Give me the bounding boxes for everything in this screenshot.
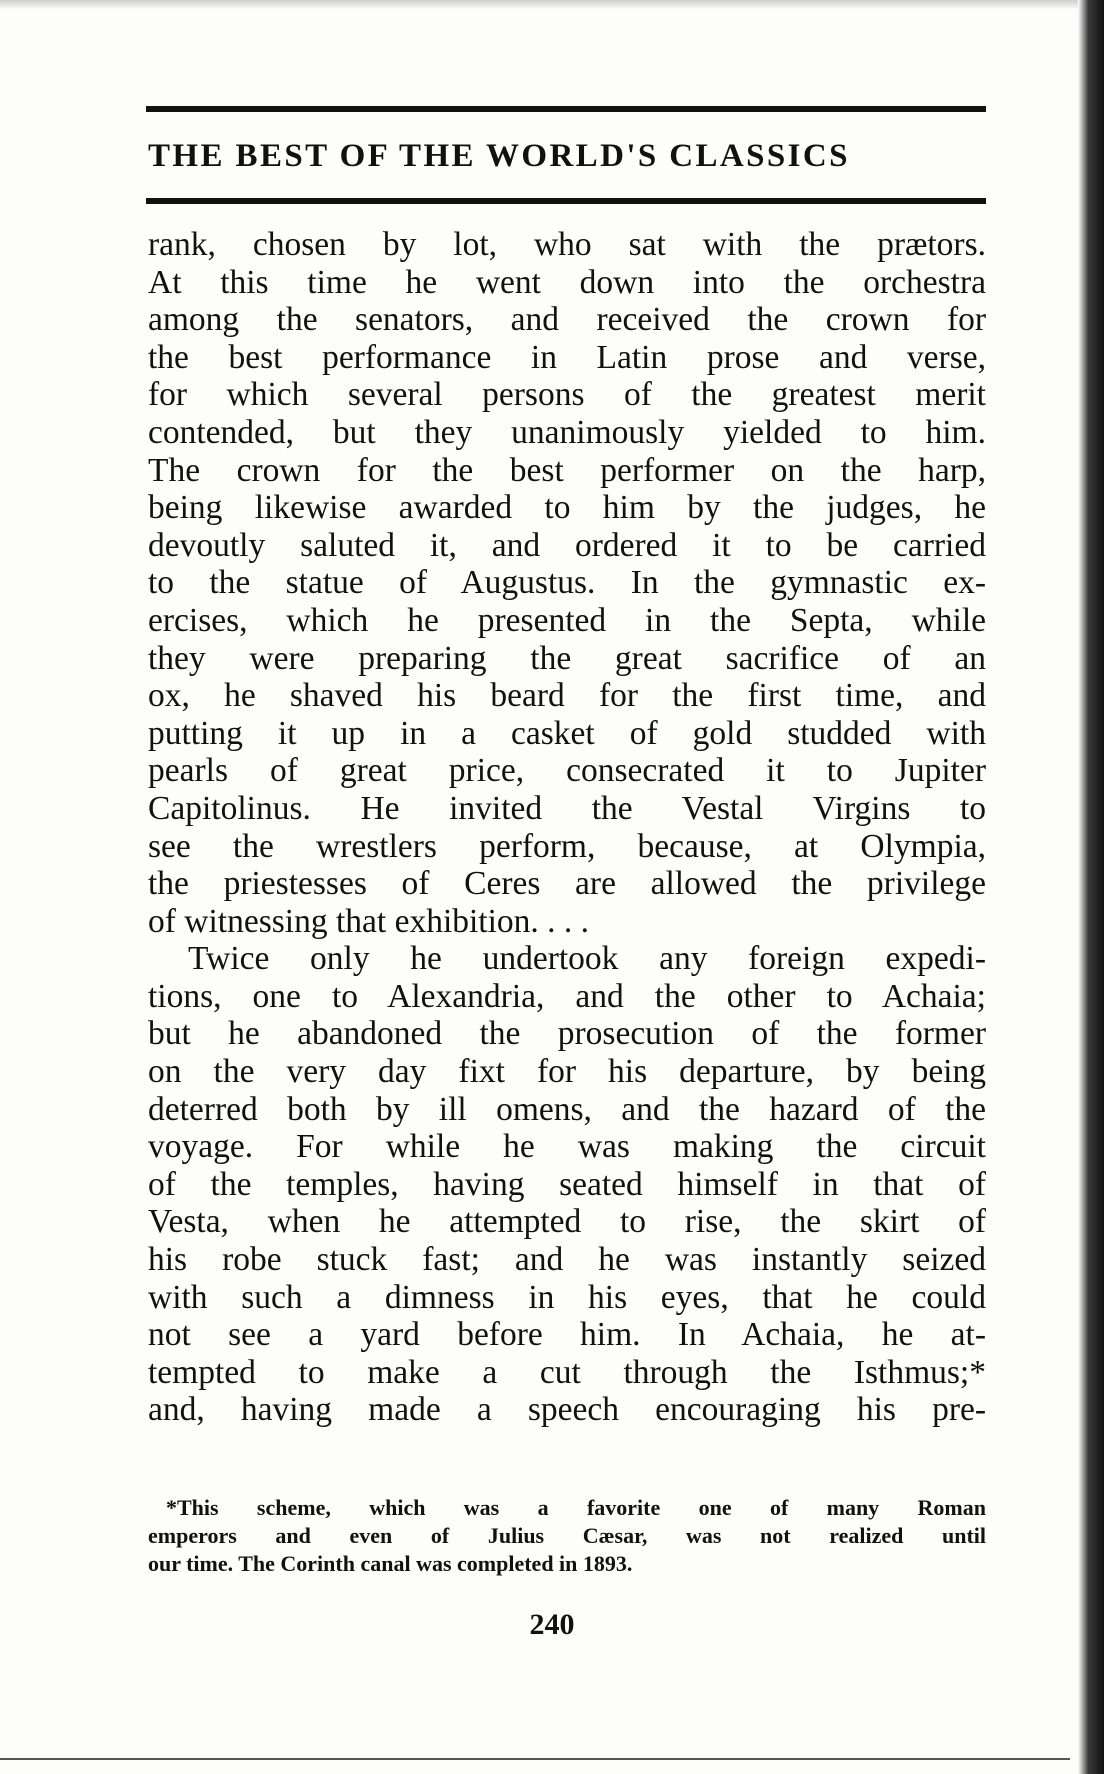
- body-line: the best performance in Latin prose and verse,: [148, 338, 986, 376]
- body-line: rank, chosen by lot, who sat with the prætors.: [148, 226, 986, 263]
- body-line: ox, he shaved his beard for the first time, and: [148, 677, 986, 715]
- page-binding-shadow: [1078, 0, 1104, 1774]
- footnote-line: emperors and even of Julius Cæsar, was not realized until: [148, 1523, 986, 1548]
- footnote-line: our time. The Corinth canal was completed in 1893.: [148, 1551, 633, 1576]
- body-line: The crown for the best performer on the harp,: [148, 451, 986, 489]
- page-top-edge: [0, 0, 1104, 10]
- body-line: deterred both by ill omens, and the hazard of the: [148, 1090, 986, 1128]
- body-line: tions, one to Alexandria, and the other to Achaia;: [148, 977, 986, 1015]
- body-line: Vesta, when he attempted to rise, the skirt of: [148, 1203, 986, 1241]
- body-line: his robe stuck fast; and he was instantly seized: [148, 1241, 986, 1279]
- footnote: [148, 1494, 986, 1578]
- body-line: ercises, which he presented in the Septa, while: [148, 601, 986, 639]
- running-header: THE BEST OF THE WORLD'S CLASSICS: [148, 138, 850, 174]
- body-line: contended, but they unanimously yielded to him.: [148, 413, 986, 451]
- body-line: to the statue of Augustus. In the gymnastic ex-: [148, 564, 986, 602]
- footnote-line: *This scheme, which was a favorite one of many Roman: [166, 1495, 986, 1520]
- header-rule-top: [146, 106, 986, 112]
- page-number: 240: [529, 1608, 575, 1641]
- body-line: not see a yard before him. In Achaia, he at-: [148, 1316, 986, 1354]
- body-line: but he abandoned the prosecution of the former: [148, 1015, 986, 1053]
- body-line: for which several persons of the greatest merit: [148, 376, 986, 414]
- body-line: with such a dimness in his eyes, that he could: [148, 1278, 986, 1316]
- body-line: of witnessing that exhibition. . . .: [148, 902, 590, 940]
- header-rule-bottom: [146, 198, 986, 204]
- body-text: [148, 226, 986, 1429]
- page-bottom-edge: [0, 1758, 1070, 1760]
- body-line: of the temples, having seated himself in that of: [148, 1165, 986, 1203]
- body-line: and, having made a speech encouraging his pre-: [148, 1391, 986, 1429]
- body-line: being likewise awarded to him by the judges, he: [148, 489, 986, 527]
- body-line: on the very day fixt for his departure, by being: [148, 1053, 986, 1091]
- body-line: voyage. For while he was making the circuit: [148, 1128, 986, 1166]
- body-line: At this time he went down into the orchestra: [148, 263, 986, 301]
- body-line: tempted to make a cut through the Isthmus;*: [148, 1353, 986, 1391]
- body-line: they were preparing the great sacrifice of an: [148, 639, 986, 677]
- body-line: see the wrestlers perform, because, at Olympia,: [148, 827, 986, 865]
- body-line: pearls of great price, consecrated it to Jupiter: [148, 752, 986, 790]
- body-line: the priestesses of Ceres are allowed the privilege: [148, 865, 986, 903]
- body-line: Capitolinus. He invited the Vestal Virgins to: [148, 789, 986, 827]
- paragraph-first-line: Twice only he undertook any foreign expedi-: [188, 940, 986, 978]
- body-line: among the senators, and received the crown for: [148, 301, 986, 339]
- body-line: devoutly saluted it, and ordered it to be carried: [148, 526, 986, 564]
- body-line: putting it up in a casket of gold studded with: [148, 714, 986, 752]
